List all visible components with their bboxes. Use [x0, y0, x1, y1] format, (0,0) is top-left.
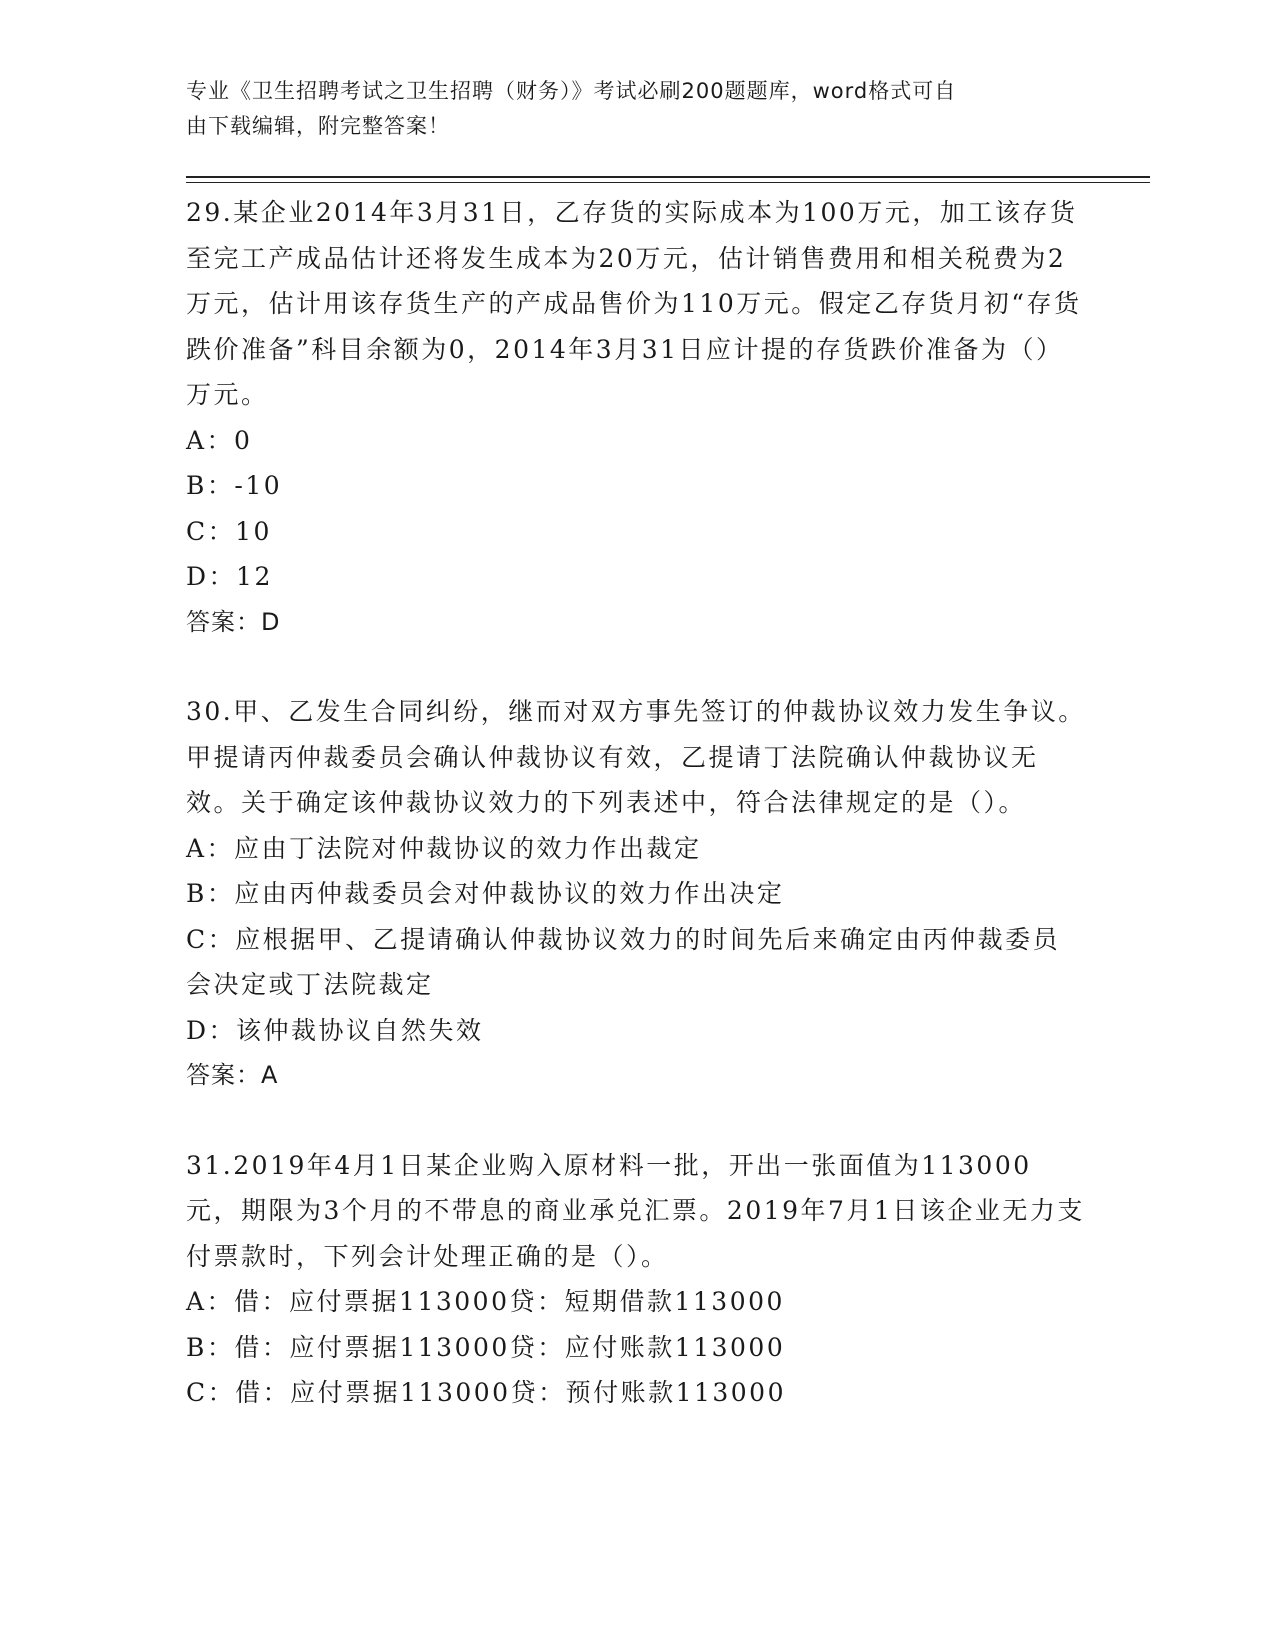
document-header — [186, 74, 1086, 144]
option-b: B：-10 — [186, 471, 283, 500]
header-divider-thick — [186, 176, 1150, 178]
option-d: D：该仲裁协议自然失效 — [186, 1015, 484, 1045]
header-line-2: 由下载编辑，附完整答案！ — [186, 114, 450, 138]
option-c: C：应根据甲、乙提请确认仲裁协议效力的时间先后来确定由丙仲裁委员会决定或丁法院裁定 — [186, 924, 1061, 999]
option-a: A：应由丁法院对仲裁协议的效力作出裁定 — [186, 833, 702, 863]
option-a: A：借：应付票据113000贷：短期借款113000 — [186, 1287, 785, 1316]
question-stem: 29.某企业2014年3月31日，乙存货的实际成本为100万元，加工该存货至完工产成品估计还将发生成本为20万元，估计销售费用和相关税费为2万元，估计用该存货生产的产成品售价为110万元。假定乙存货月初“存货跌价准备”科目余额为0，2014年3月31日应计提的存货跌价准备为（）万元。 — [186, 198, 1082, 409]
answer-line: 答案：D — [186, 607, 281, 636]
question-31 — [186, 1143, 1086, 1416]
option-c: C：借：应付票据113000贷：预付账款113000 — [186, 1378, 786, 1407]
question-stem: 31.2019年4月1日某企业购入原材料一批，开出一张面值为113000元，期限为3个月的不带息的商业承兑汇票。2019年7月1日该企业无力支付票款时，下列会计处理正确的是（）。 — [186, 1150, 1085, 1271]
question-stem: 30.甲、乙发生合同纠纷，继而对双方事先签订的仲裁协议效力发生争议。甲提请丙仲裁委员会确认仲裁协议有效，乙提请丁法院确认仲裁协议无效。关于确定该仲裁协议效力的下列表述中，符合法律规定的是（）。 — [186, 697, 1086, 817]
header-line-1: 专业《卫生招聘考试之卫生招聘（财务）》考试必刷200题题库，word格式可自 — [186, 79, 957, 103]
answer-line: 答案：A — [186, 1061, 279, 1089]
question-29 — [186, 190, 1086, 645]
option-b: B：借：应付票据113000贷：应付账款113000 — [186, 1332, 786, 1362]
option-c: C：10 — [186, 516, 272, 546]
option-b: B：应由丙仲裁委员会对仲裁协议的效力作出决定 — [186, 879, 785, 908]
question-list — [186, 190, 1086, 1416]
option-a: A：0 — [186, 425, 253, 455]
header-divider-thin — [186, 182, 1150, 183]
question-30 — [186, 689, 1086, 1099]
option-d: D：12 — [186, 562, 273, 591]
